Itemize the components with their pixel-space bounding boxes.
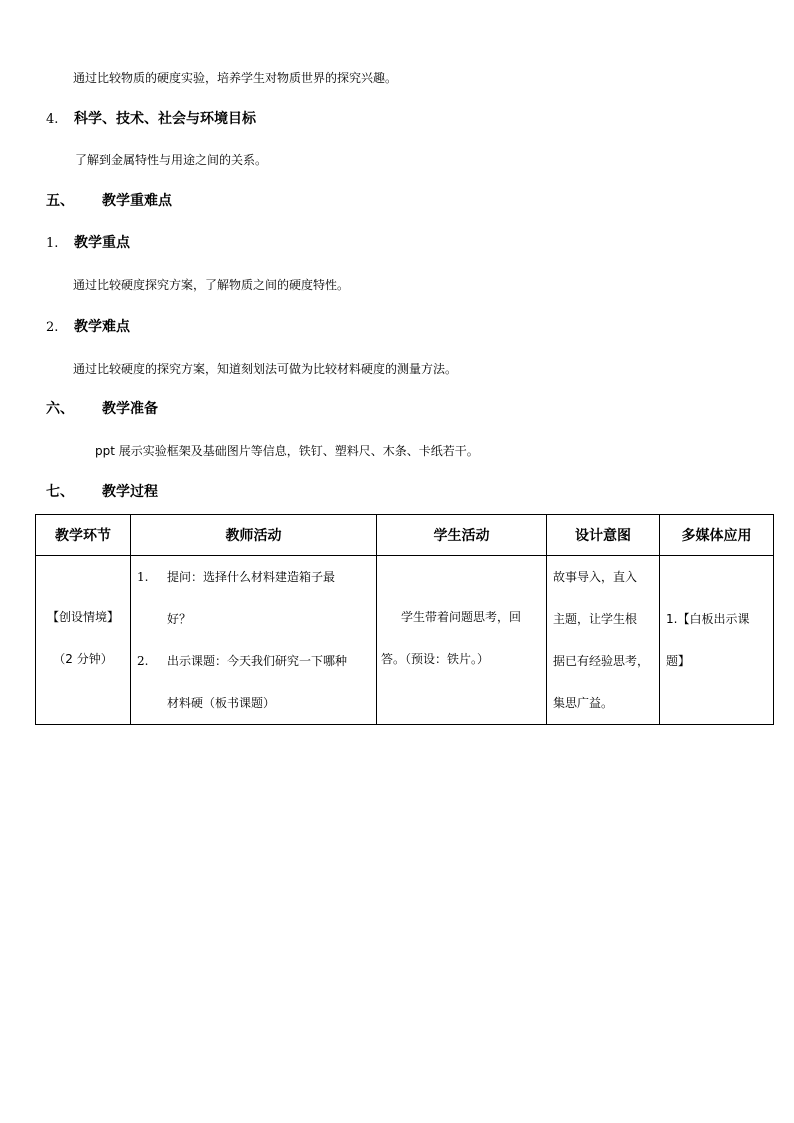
teacher-item-line: 材料硬（板书课题） (167, 696, 276, 710)
difficulty-body: 通过比较硬度的探究方案，知道刻划法可做为比较材料硬度的测量方法。 (73, 362, 458, 376)
header-stage: 教学环节 (36, 515, 131, 556)
teacher-item-line: 出示课题：今天我们研究一下哪种 (167, 654, 348, 668)
teacher-activity-list (131, 556, 376, 724)
teacher-item-line: 好？ (167, 612, 192, 626)
teacher-activity-cell (131, 556, 377, 725)
section4-body: 了解到金属特性与用途之间的关系。 (75, 153, 268, 167)
student-activity-text: 学生带着问题思考，回答。（预设：铁片。） (381, 610, 522, 666)
difficulty-heading (46, 318, 130, 337)
table-row (36, 556, 774, 725)
section6-body: ppt 展示实验框架及基础图片等信息，铁钉、塑料尺、木条、卡纸若干。 (95, 444, 479, 458)
teacher-item-index: 2. (137, 654, 149, 668)
key-point-title: 教学重点 (74, 235, 130, 251)
header-multimedia: 多媒体应用 (660, 515, 774, 556)
section4-number: 4. (46, 112, 59, 127)
stage-cell (36, 556, 131, 725)
intro-line: 通过比较物质的硬度实验，培养学生对物质世界的探究兴趣。 (73, 71, 398, 85)
section5-heading (46, 192, 172, 210)
multimedia-cell (660, 556, 774, 725)
section6-heading (46, 400, 158, 418)
section5-title: 教学重难点 (102, 193, 172, 209)
stage-time: （2 分钟） (53, 652, 113, 666)
stage-name: 【创设情境】 (46, 610, 119, 624)
multimedia-line: 1.【白板出示课 (666, 612, 750, 626)
teacher-item-index: 1. (137, 570, 149, 584)
section4-heading (46, 110, 256, 129)
key-point-heading (46, 234, 130, 253)
design-intent-cell (547, 556, 660, 725)
section4-title: 科学、技术、社会与环境目标 (74, 111, 256, 127)
section6-title: 教学准备 (102, 401, 158, 417)
section7-number: 七、 (46, 484, 74, 500)
header-design-intent: 设计意图 (547, 515, 660, 556)
design-intent-line: 故事导入，直入 (553, 570, 638, 584)
key-point-number: 1. (46, 236, 59, 251)
difficulty-number: 2. (46, 320, 59, 335)
section7-title: 教学过程 (102, 484, 158, 500)
teaching-process-table (35, 514, 774, 725)
difficulty-title: 教学难点 (74, 319, 130, 335)
table-header-row (36, 515, 774, 556)
student-activity-cell (377, 556, 547, 725)
design-intent-line: 主题，让学生根 (553, 612, 638, 626)
design-intent-line: 集思广益。 (553, 696, 614, 710)
list-item (137, 640, 370, 724)
design-intent-line: 据已有经验思考， (553, 654, 650, 668)
section7-heading (46, 483, 158, 501)
section5-number: 五、 (46, 193, 74, 209)
header-teacher-activity: 教师活动 (131, 515, 377, 556)
list-item (137, 556, 370, 640)
multimedia-line: 题】 (666, 654, 691, 668)
key-point-body: 通过比较硬度探究方案，了解物质之间的硬度特性。 (73, 278, 350, 292)
section6-number: 六、 (46, 401, 74, 417)
header-student-activity: 学生活动 (377, 515, 547, 556)
teacher-item-line: 提问：选择什么材料建造箱子最 (167, 570, 336, 584)
